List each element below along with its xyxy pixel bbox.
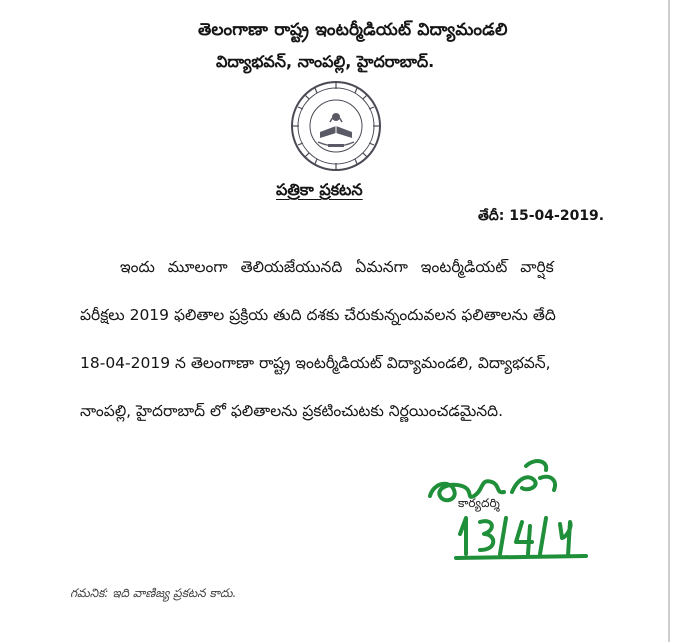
board-address-heading: విద్యాభవన్, నాంపల్లి, హైదరాబాద్. [216, 52, 435, 71]
signatory-designation: కార్యదర్శి [458, 496, 500, 510]
board-name-heading: తెలంగాణా రాష్ట్ర ఇంటర్మీడియట్ విద్యామండలి [198, 20, 508, 40]
press-release-title: పత్రికా ప్రకటన [276, 180, 363, 199]
handwritten-signature [400, 438, 620, 578]
body-line-2: పరీక్షలు 2019 ఫలితాల ప్రక్రియ తుది దశకు చేరుకున్నందువలన ఫలితాలను తేది [80, 306, 556, 324]
document-date: తేదీ: 15-04-2019. [478, 208, 605, 224]
board-seal-logo [290, 80, 382, 172]
body-line-4: నాంపల్లి, హైదరాబాద్ లో ఫలితాలను ప్రకటించుటకు నిర్ణయించడమైనది. [80, 402, 504, 420]
body-line-1: ఇందు మూలంగా తెలియజేయునది ఏమనగా ఇంటర్మీడియట్ వార్షిక [120, 258, 554, 276]
body-line-3: 18-04-2019 న తెలంగాణా రాష్ట్ర ఇంటర్మీడియట్ విద్యామండలి, విద్యాభవన్, [80, 354, 551, 372]
footer-note: గమనిక: ఇది వాణిజ్య ప్రకటన కాదు. [70, 586, 237, 600]
